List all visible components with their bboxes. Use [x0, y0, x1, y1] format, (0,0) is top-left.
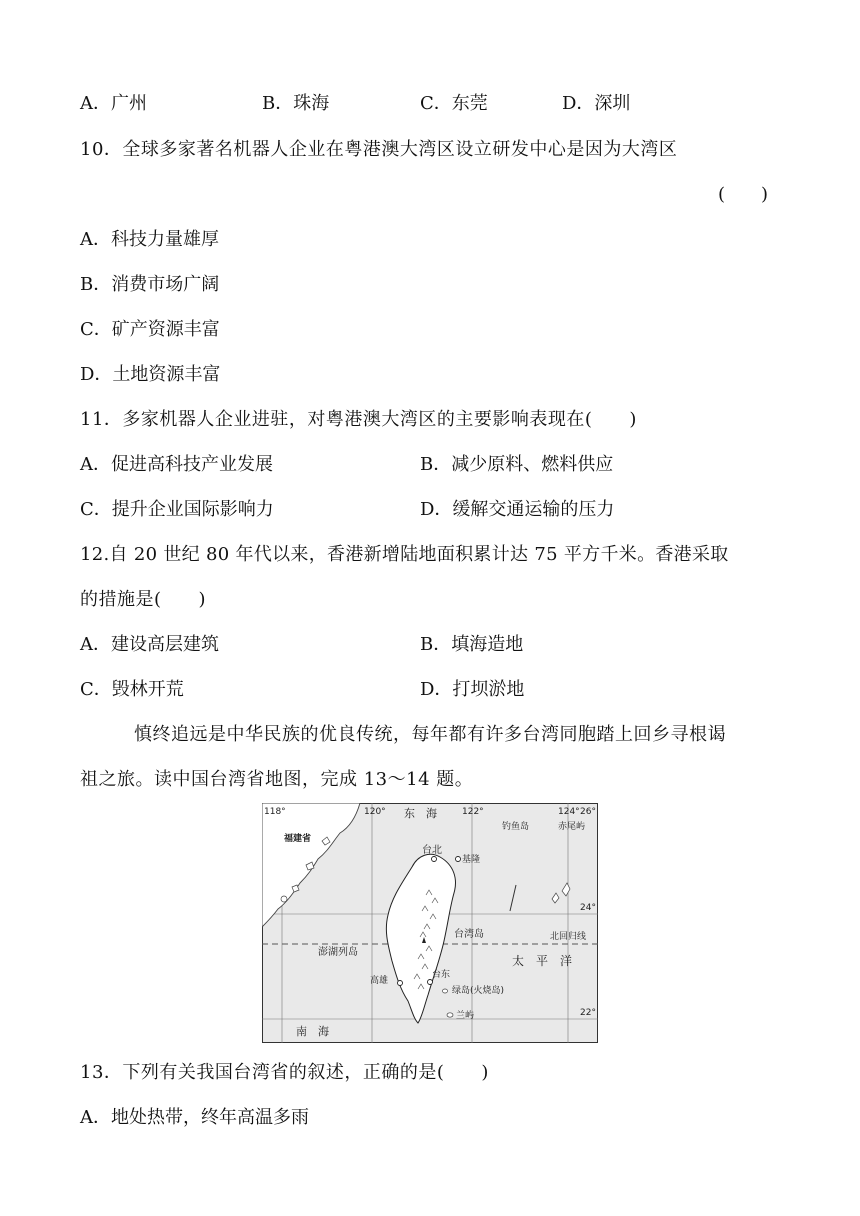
option-a: A．地处热带，终年高温多雨 [80, 1107, 309, 1128]
option-d: D．深圳 [562, 93, 631, 114]
south-sea-label: 南 海 [296, 1025, 329, 1038]
lon-124-label: 124° [558, 807, 580, 817]
option-c: C．矿产资源丰富 [80, 319, 220, 340]
option-b: B．珠海 [262, 93, 330, 114]
option-a: A．建设高层建筑 [80, 634, 219, 655]
question-stem: 13．下列有关我国台湾省的叙述，正确的是( ) [80, 1062, 489, 1083]
kaohsiung-label: 高雄 [370, 976, 389, 986]
option-a: A．广州 [80, 93, 147, 114]
tropic-label: 北回归线 [550, 932, 587, 942]
lon-120-label: 120° [364, 807, 386, 817]
question-stem: 11．多家机器人企业进驻，对粤港澳大湾区的主要影响表现在( ) [80, 409, 637, 430]
option-c: C．提升企业国际影响力 [80, 499, 274, 520]
option-b: B．减少原料、燃料供应 [420, 454, 614, 475]
option-c: C．毁林开荒 [80, 679, 184, 700]
lat-26-label: 26° [580, 807, 596, 817]
question-stem: 10．全球多家著名机器人企业在粤港澳大湾区设立研发中心是因为大湾区 [80, 139, 678, 160]
answer-blank: ( ) [718, 184, 769, 205]
option-b: B．填海造地 [420, 634, 524, 655]
passage-text-cont: 祖之旅。读中国台湾省地图，完成 13～14 题。 [80, 769, 474, 790]
pacific-label: 太 平 洋 [512, 954, 573, 968]
diaoyu-label: 钓鱼岛 [502, 822, 530, 832]
taiwan-island-label: 台湾岛 [454, 929, 484, 940]
question-stem-cont: 的措施是( ) [80, 589, 207, 610]
lon-118-label: 118° [264, 807, 286, 817]
fujian-label: 福建省 [284, 834, 312, 844]
lat-22-label: 22° [580, 1008, 596, 1018]
option-d: D．缓解交通运输的压力 [420, 499, 615, 520]
east-sea-label: 东 海 [404, 807, 437, 820]
lanyu-label: 兰屿 [456, 1011, 475, 1021]
chiwei-label: 赤尾屿 [558, 822, 586, 832]
taiwan-map [262, 803, 598, 1043]
question-stem: 12.自 20 世纪 80 年代以来，香港新增陆地面积累计达 75 平方千米。香港采取 [80, 544, 729, 565]
ludao-label: 绿岛(火烧岛) [452, 986, 505, 996]
keelung-label: 基隆 [462, 855, 481, 865]
lat-24-label: 24° [580, 903, 596, 913]
option-d: D．打坝淤地 [420, 679, 525, 700]
taipei-label: 台北 [422, 845, 442, 856]
option-a: A．促进高科技产业发展 [80, 454, 273, 475]
lon-122-label: 122° [462, 807, 484, 817]
passage-text: 慎终追远是中华民族的优良传统，每年都有许多台湾同胞踏上回乡寻根谒 [134, 724, 726, 745]
option-a: A．科技力量雄厚 [80, 229, 219, 250]
option-d: D．土地资源丰富 [80, 364, 221, 385]
penghu-label: 澎湖列岛 [318, 947, 358, 958]
option-b: B．消费市场广阔 [80, 274, 220, 295]
taitung-label: 台东 [432, 970, 451, 980]
option-c: C．东莞 [420, 93, 488, 114]
